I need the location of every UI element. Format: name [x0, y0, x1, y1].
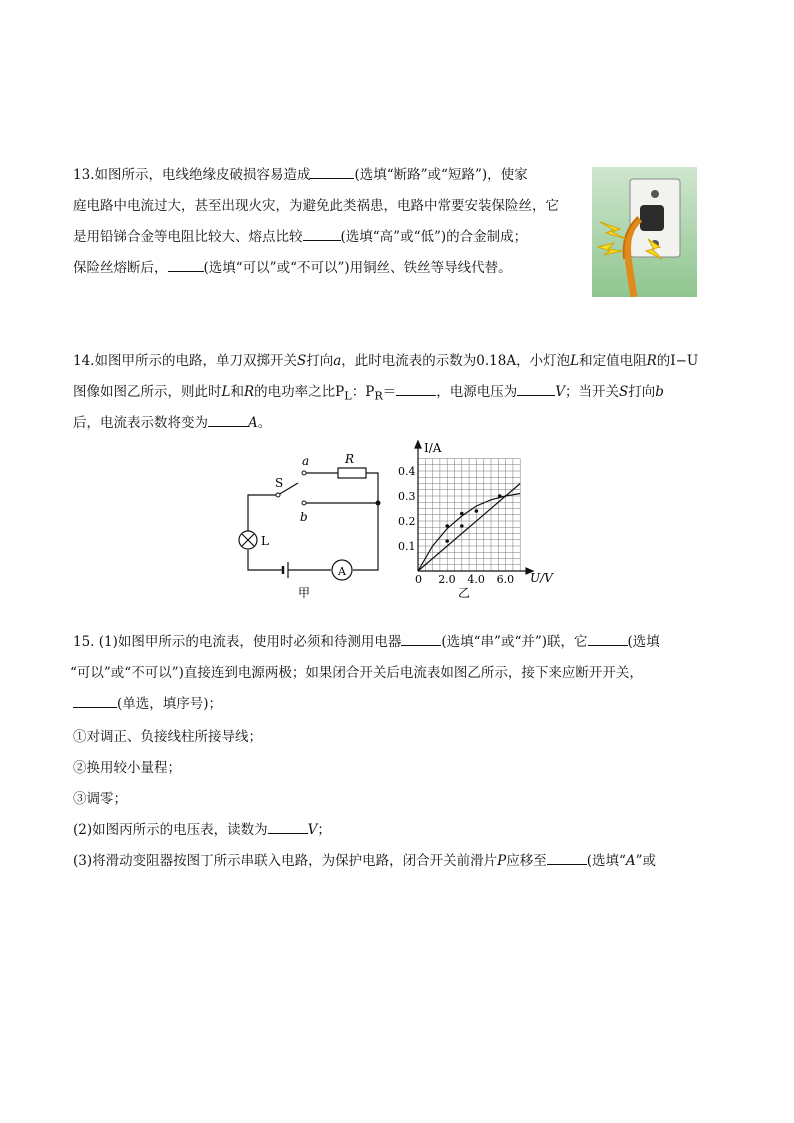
q15-line-2: “可以”或“不可以”)直接连到电源两极；如果闭合开关后电流表如图乙所示，接下来应断开开关，: [70, 665, 643, 681]
q15-line-1: 15. (1)如图甲所示的电流表，使用时必须和待测用电器 (选填“串”或“并”)联，它 (选填: [73, 634, 660, 650]
q15-option-3: ③调零；: [73, 791, 127, 807]
q15-option-1: ①对调正、负接线柱所接导线；: [73, 729, 262, 745]
q13-blank-1[interactable]: [310, 165, 354, 179]
label-ammeter: A: [338, 565, 346, 578]
x-tick-label: 4.0: [467, 573, 485, 586]
graph-xlabel: U/V: [530, 571, 553, 585]
q13-line-2: 庭电路中电流过大，甚至出现火灾，为避免此类祸患，电路中常要安装保险丝，它: [73, 198, 559, 214]
q13-line-4: 保险丝熔断后， (选填“可以”或“不可以”)用铜丝、铁丝等导线代替。: [73, 260, 512, 276]
label-L: L: [261, 534, 269, 548]
q15-blank-2[interactable]: [588, 632, 628, 646]
data-point: [460, 524, 464, 528]
x-tick-label: 6.0: [496, 573, 515, 586]
graph-ylabel: I/A: [424, 441, 442, 455]
outlet-illustration: [592, 167, 697, 297]
q14-blank-ratio[interactable]: [396, 382, 436, 396]
graph-tick-labels: [398, 465, 514, 586]
graph-points: [445, 494, 501, 543]
q14-line-3: 后，电流表示数将变为 A。: [73, 415, 272, 431]
data-point: [445, 524, 449, 528]
data-point: [460, 512, 464, 516]
data-point: [498, 494, 502, 498]
q14-line-1: 14.如图甲所示的电路，单刀双掷开关S打向a，此时电流表的示数为0.18A，小灯泡L和定值电阻R的I−U: [73, 353, 699, 369]
q13-line-3: 是用铅锑合金等电阻比较大、熔点比较 (选填“高”或“低”)的合金制成；: [73, 229, 528, 245]
q15-blank-4[interactable]: [268, 820, 308, 834]
data-point: [475, 509, 479, 513]
q15-blank-1[interactable]: [401, 632, 441, 646]
q13-blank-2[interactable]: [303, 227, 341, 241]
data-point: [445, 539, 449, 543]
y-tick-label: 0.4: [398, 465, 416, 478]
y-tick-label: 0.2: [398, 515, 416, 528]
q13-blank-3[interactable]: [168, 258, 204, 272]
q14-blank-current[interactable]: [208, 413, 248, 427]
graph-grid: [418, 459, 520, 572]
circuit-diagram: [228, 445, 388, 605]
x-tick-label: 0: [415, 573, 422, 586]
label-R: R: [345, 452, 355, 466]
q15-blank-3[interactable]: [73, 694, 117, 708]
wire-left-bottom: [248, 550, 283, 570]
q15-line-3: (单选，填序号)；: [73, 694, 222, 714]
label-b: b: [300, 510, 308, 524]
x-tick-label: 2.0: [438, 573, 456, 586]
q13-line-1: 13.如图所示，电线绝缘皮破损容易造成 (选填“断路”或“短路”)，使家: [73, 167, 528, 183]
q15-line-8: (3)将滑动变阻器按图丁所示串联入电路，为保护电路，闭合开关前滑片P应移至 (选填“A”或: [73, 853, 657, 869]
graph-caption: 乙: [458, 586, 471, 600]
q15-blank-5[interactable]: [547, 851, 587, 865]
iu-graph: [390, 440, 570, 605]
resistor-symbol: [338, 468, 366, 478]
q15-line-7: (2)如图丙所示的电压表，读数为 V；: [73, 822, 331, 838]
y-tick-label: 0.3: [398, 490, 416, 503]
y-tick-label: 0.1: [398, 540, 416, 553]
q15-option-2: ②换用较小量程；: [73, 760, 181, 776]
wire-right: [353, 473, 378, 570]
q14-blank-voltage[interactable]: [517, 382, 555, 396]
label-S: S: [275, 476, 284, 490]
label-a: a: [302, 454, 310, 468]
q14-line-2: 图像如图乙所示，则此时L和R的电功率之比$P_L$：$P_R=$ ，电源电压为 V；当开关S打向b: [73, 384, 664, 403]
caption-jia: 甲: [298, 586, 311, 600]
